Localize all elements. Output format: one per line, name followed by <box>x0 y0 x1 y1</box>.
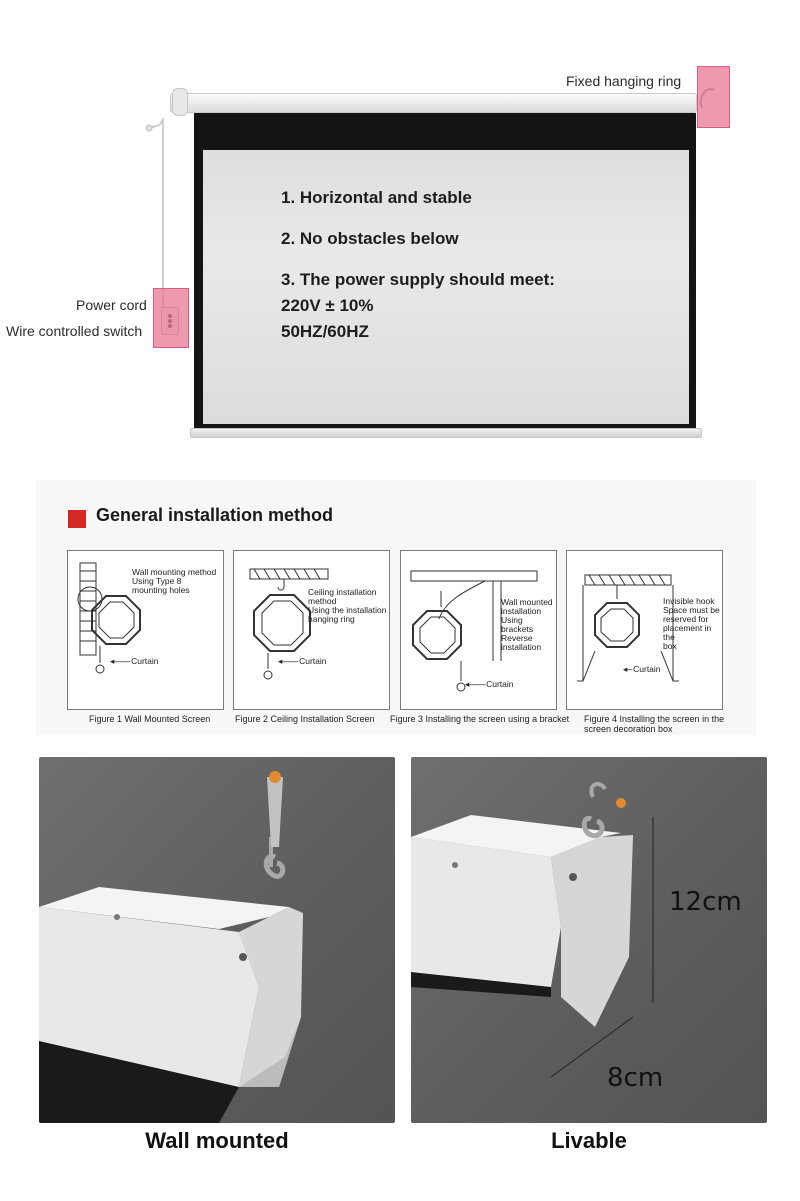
label-fixed-hanging-ring: Fixed hanging ring <box>566 73 682 89</box>
figure-2-ceiling-mount: Ceiling installation method Using the installation hanging ring ◂--------- Curtain <box>233 550 390 710</box>
fig4-note-line: placement in the <box>663 623 712 642</box>
hanging-ring-highlight-box <box>697 66 730 128</box>
fig4-curtain-label: Curtain <box>633 664 661 674</box>
figure-4-decoration-box: Invisible hook Space must be reserved for placement in the box ◂--- Curtain <box>566 550 723 710</box>
figure-4-caption-line1: Figure 4 Installing the screen in the <box>584 714 725 724</box>
figure-4-caption <box>584 714 724 734</box>
fig1-note-line: Wall mounting method <box>132 567 217 577</box>
figure-2-caption: Figure 2 Ceiling Installation Screen <box>235 714 375 724</box>
screen-bottom-weight-bar <box>190 428 702 438</box>
caption-livable: Livable <box>551 1128 627 1153</box>
fig4-note-line: Space must be <box>663 605 720 615</box>
switch-highlight-box <box>153 288 189 348</box>
figure-3-bracket-mount: Wall mounted installation Using brackets Reverse installation ◂--------- Curtain <box>400 550 557 710</box>
livable-casing-photo-icon <box>411 757 767 1123</box>
photo-wall-mounted <box>39 757 395 1123</box>
fig1-note-line: Using Type 8 <box>132 576 182 586</box>
dimension-height-label: 12cm <box>669 887 742 917</box>
figure-4-caption-line2: screen decoration box <box>584 724 673 734</box>
fig4-note-line: reserved for <box>663 614 709 624</box>
screen-roller-casing <box>170 93 697 113</box>
requirement-frequency: 50HZ/60HZ <box>281 322 369 341</box>
figure-1-caption: Figure 1 Wall Mounted Screen <box>89 714 211 724</box>
fig2-curtain-label: Curtain <box>299 656 327 666</box>
requirement-2: 2. No obstacles below <box>281 229 459 248</box>
fig4-note-line: Invisible hook <box>663 596 715 606</box>
fig3-note-line: Using brackets <box>501 615 534 634</box>
requirement-voltage: 220V ± 10% <box>281 296 374 315</box>
figure-1-wall-mount: Wall mounting method Using Type 8 mounting holes ◂--------- Curtain <box>67 550 224 710</box>
fig1-curtain-label: Curtain <box>131 656 159 666</box>
fig2-note-line: method <box>308 596 337 606</box>
projector-screen-diagram <box>0 0 800 460</box>
wall-mounted-casing-photo-icon <box>39 757 395 1123</box>
label-power-cord: Power cord <box>76 297 147 313</box>
installation-methods-panel <box>36 480 756 735</box>
figure-3-caption: Figure 3 Installing the screen using a bracket <box>390 714 570 724</box>
fig4-note-line: box <box>663 641 677 651</box>
fig3-note-line: Wall mounted <box>501 597 553 607</box>
caption-wall-mounted: Wall mounted <box>145 1128 289 1153</box>
roller-endcap <box>172 88 188 116</box>
fig2-note-line: Ceiling installation <box>308 587 377 597</box>
requirement-1: 1. Horizontal and stable <box>281 188 472 207</box>
photo-livable <box>411 757 767 1123</box>
dimension-depth-label: 8cm <box>607 1063 664 1093</box>
section-marker-icon <box>68 510 86 528</box>
fig3-curtain-label: Curtain <box>486 679 514 689</box>
ceiling-mount-diagram-icon <box>234 551 389 709</box>
fig1-note-line: mounting holes <box>132 585 190 595</box>
installation-title: General installation method <box>96 505 334 525</box>
fig3-note-line: installation <box>501 642 542 652</box>
label-wire-controlled-switch: Wire controlled switch <box>6 323 143 339</box>
fig3-note-line: Reverse <box>501 633 533 643</box>
requirement-3: 3. The power supply should meet: <box>281 270 555 289</box>
fig2-note-line: Using the installation <box>308 605 387 615</box>
fig2-note-line: hanging ring <box>308 614 355 624</box>
fig3-note-line: installation <box>501 606 542 616</box>
